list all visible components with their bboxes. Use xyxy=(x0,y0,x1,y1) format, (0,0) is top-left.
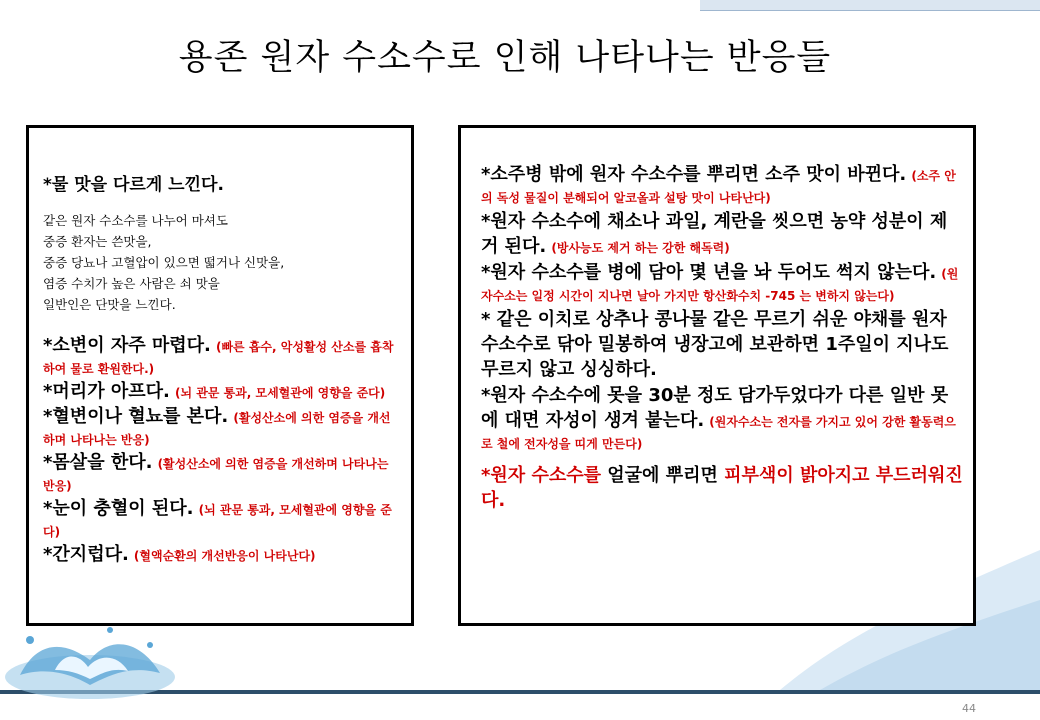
skin-lead-black: 얼굴에 뿌리면 xyxy=(601,465,725,486)
usage-item xyxy=(481,162,963,208)
usage-item xyxy=(481,307,963,382)
left-heading: *물 맛을 다르게 느낀다. xyxy=(43,175,224,195)
reaction-item xyxy=(43,379,401,404)
header-band xyxy=(700,0,1040,11)
reaction-note: (혈액순환의 개선반응이 나타난다) xyxy=(133,549,316,563)
left-panel xyxy=(26,125,414,626)
body-line: 중증 환자는 쓴맛을, xyxy=(43,234,152,249)
reaction-note: (활성산소에 의한 염증을 개선하며 나타나는 반응) xyxy=(43,411,391,447)
reaction-lead: *눈이 충혈이 된다. xyxy=(43,498,194,519)
body-line: 중증 당뇨나 고혈압이 있으면 떫거나 신맛을, xyxy=(43,255,285,270)
reaction-note: (뇌 관문 통과, 모세혈관에 영향을 준다) xyxy=(43,503,392,539)
skin-lead-red: *원자 수소수를 xyxy=(481,465,602,486)
usage-note: (원자수소는 전자를 가지고 있어 강한 활동력으로 철에 전자성을 띠게 만든다) xyxy=(481,415,956,451)
taste-description xyxy=(43,210,401,315)
body-line: 일반인은 단맛을 느낀다. xyxy=(43,297,176,312)
reaction-lead: *소변이 자주 마렵다. xyxy=(43,335,211,356)
reaction-item xyxy=(43,333,401,379)
usage-lead: *원자 수소수에 채소나 과일, 계란을 씻으면 농약 성분이 제거 된다. xyxy=(481,211,948,257)
usage-item xyxy=(481,260,963,306)
body-line: 염증 수치가 높은 사람은 쇠 맛을 xyxy=(43,276,220,291)
reaction-item xyxy=(43,450,401,496)
right-panel xyxy=(458,125,976,626)
reaction-item xyxy=(43,404,401,450)
reaction-note: (빠른 흡수, 악성활성 산소를 흡착하여 물로 환원한다.) xyxy=(43,340,394,376)
page-title: 용존 원자 수소수로 인해 나타나는 반응들 xyxy=(178,38,832,78)
body-line: 같은 원자 수소수를 나누어 마셔도 xyxy=(43,213,228,228)
reaction-note: (뇌 관문 통과, 모세혈관에 영향을 준다) xyxy=(174,386,386,400)
usage-lead: *소주병 밖에 원자 수소수를 뿌리면 소주 맛이 바뀐다. xyxy=(481,164,907,185)
usage-lead: *원자 수소수에 못을 30분 정도 담가두었다가 다른 일반 못에 대면 자성이 생겨 붙는다. xyxy=(481,385,949,431)
usage-note: (원자수소는 일정 시간이 지나면 날아 가지만 항산화수치 -745 는 변하지 않는다) xyxy=(481,267,959,303)
usage-item xyxy=(481,209,963,259)
usage-item xyxy=(481,383,963,454)
reaction-item xyxy=(43,496,401,542)
reaction-lead: *머리가 아프다. xyxy=(43,381,170,402)
skin-result-red: 피부색이 밝아지고 부드러워진다. xyxy=(481,465,963,511)
page-number: 44 xyxy=(962,702,976,715)
usage-lead: * 같은 이치로 상추나 콩나물 같은 무르기 쉬운 야채를 원자수소수로 닦아 밀봉하여 냉장고에 보관하면 1주일이 지나도 무르지 않고 싱싱하다. xyxy=(481,309,949,380)
reaction-lead: *혈변이나 혈뇨를 본다. xyxy=(43,406,229,427)
water-splash-image xyxy=(0,615,180,705)
reaction-note: (활성산소에 의한 염증을 개선하며 나타나는 반응) xyxy=(43,457,389,493)
usage-note: (소주 안의 독성 물질이 분해되어 알코올과 설탕 맛이 나타난다) xyxy=(481,169,956,205)
reaction-lead: *간지럽다. xyxy=(43,544,129,565)
reaction-lead: *몸살을 한다. xyxy=(43,452,153,473)
reaction-item xyxy=(43,542,401,567)
usage-note: (방사능도 제거 하는 강한 해독력) xyxy=(551,241,730,255)
skin-effect-item xyxy=(481,463,963,513)
usage-lead: *원자 수소수를 병에 담아 몇 년을 놔 두어도 썩지 않는다. xyxy=(481,262,937,283)
